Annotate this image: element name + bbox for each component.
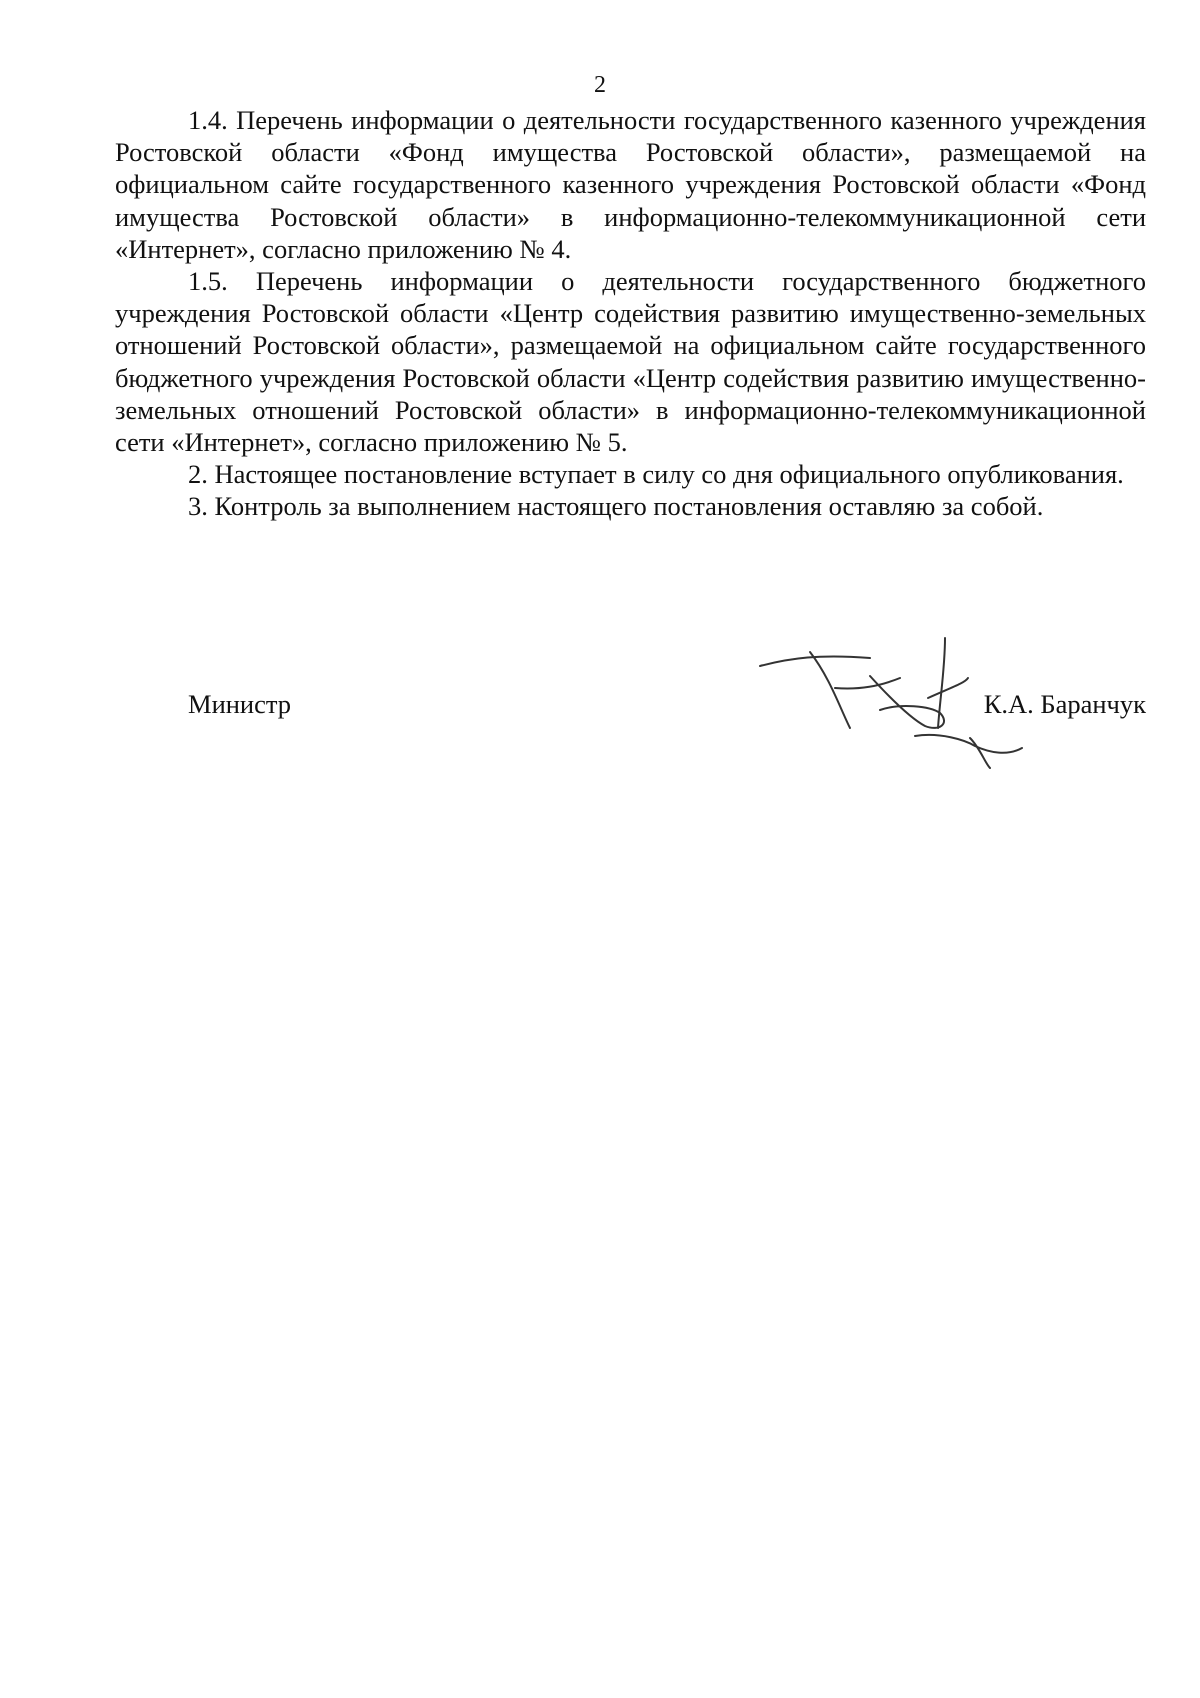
signer-name: К.А. Баранчук [983, 689, 1146, 719]
document-body [115, 104, 1146, 523]
handwritten-signature [740, 628, 1070, 788]
signer-title: Министр [188, 689, 292, 719]
paragraph-1-5: 1.5. Перечень информации о деятельности государственного бюджетного учреждения Ростовской области «Центр содействия развитию имущественно-земельных отношений Ростовской области», размещаемой на официальном сайте государственного бюджетного учреждения Ростовской области «Центр содействия развитию имущественно-земельных отношений Ростовской области» в информационно-телекоммуникационной сети «Интернет», согласно приложению № 5. [115, 266, 1146, 458]
paragraph-1-4: 1.4. Перечень информации о деятельности государственного казенного учреждения Ростовской области «Фонд имущества Ростовской области», размещаемой на официальном сайте государственного казенного учреждения Ростовской области «Фонд имущества Ростовской области» в информационно-телекоммуникационной сети «Интернет», согласно приложению № 4. [115, 105, 1146, 264]
paragraph-2: 2. Настоящее постановление вступает в силу со дня официального опубликования. [188, 459, 1124, 490]
paragraph-3: 3. Контроль за выполнением настоящего постановления оставляю за собой. [188, 491, 1044, 522]
page-number: 2 [594, 72, 606, 98]
